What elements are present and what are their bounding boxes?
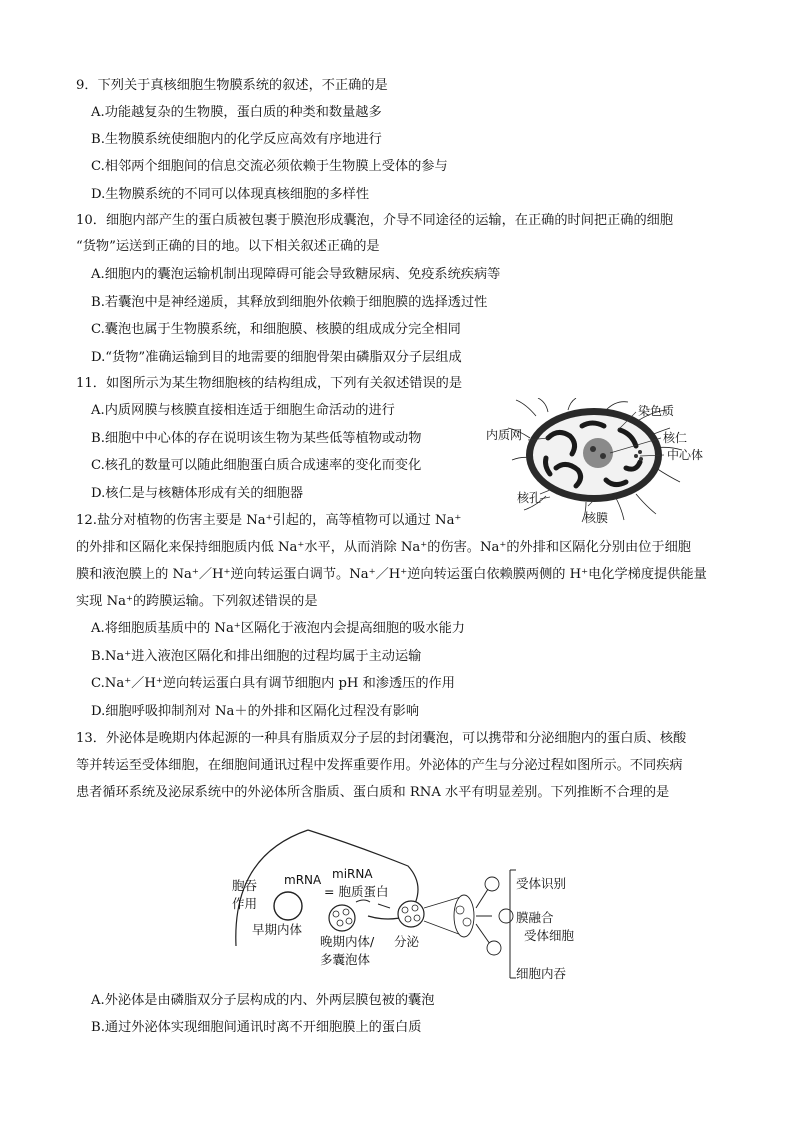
q12-stem-line4: 实现 Na⁺的跨膜运输。下列叙述错误的是 [76, 594, 318, 609]
fig11-label-pore: 核孔 [517, 491, 542, 505]
q11-option-d: D.核仁是与核糖体形成有关的细胞器 [91, 486, 304, 501]
fig13-label-late-endosome-2: 多囊泡体 [320, 952, 371, 967]
fig13-label-cell-endocytosis: 细胞内吞 [516, 966, 567, 981]
fig11-label-centrosome: 中心体 [667, 448, 704, 462]
q11-option-b: B.细胞中中心体的存在说明该生物为某些低等植物或动物 [91, 431, 422, 446]
q9-option-c: C.相邻两个细胞间的信息交流必须依赖于生物膜上受体的参与 [91, 159, 448, 174]
fig11-label-nucleolus: 核仁 [663, 431, 688, 445]
fig13-label-endocytosis-1: 胞吞 [232, 878, 258, 893]
q9-option-b: B.生物膜系统使细胞内的化学反应高效有序地进行 [91, 132, 382, 147]
q13-stem-line1: 13．外泌体是晚期内体起源的一种具有脂质双分子层的封闭囊泡，可以携带和分泌细胞内的蛋白质、核酸 [76, 731, 687, 746]
q12-stem-line2: 的外排和区隔化来保持细胞质内低 Na⁺水平，从而消除 Na⁺的伤害。Na⁺的外排和区隔化分别由位于细胞 [76, 540, 691, 555]
exosome-diagram [228, 826, 598, 986]
fig13-label-receptor-recognition: 受体识别 [516, 876, 567, 891]
q10-stem-line2: “货物”运送到正确的目的地。以下相关叙述正确的是 [76, 239, 380, 254]
q13-stem-line2: 等并转运至受体细胞，在细胞间通讯过程中发挥重要作用。外泌体的产生与分泌过程如图所示。不同疾病 [76, 758, 683, 773]
q9-stem: 9．下列关于真核细胞生物膜系统的叙述，不正确的是 [76, 78, 388, 93]
q10-option-c: C.囊泡也属于生物膜系统，和细胞膜、核膜的组成成分完全相同 [91, 322, 461, 337]
fig13-label-late-endosome-1: 晚期内体/ [320, 934, 375, 949]
q11-option-a: A.内质网膜与核膜直接相连适于细胞生命活动的进行 [91, 403, 395, 418]
q11-stem: 11．如图所示为某生物细胞核的结构组成，下列有关叙述错误的是 [76, 376, 463, 391]
fig13-label-mirna: miRNA [332, 867, 373, 881]
fig13-label-mrna: mRNA [284, 873, 322, 887]
fig13-label-cytoplasmic-protein: = 胞质蛋白 [324, 884, 389, 899]
fig11-label-er: 内质网 [486, 428, 523, 442]
q12-stem-line3: 膜和液泡膜上的 Na⁺／H⁺逆向转运蛋白调节。Na⁺／H⁺逆向转运蛋白依赖膜两侧的 H⁺电化学梯度提供能量 [76, 567, 707, 582]
q12-option-c: C.Na⁺／H⁺逆向转运蛋白具有调节细胞内 pH 和渗透压的作用 [91, 676, 455, 691]
q12-option-a: A.将细胞质基质中的 Na⁺区隔化于液泡内会提高细胞的吸水能力 [91, 621, 465, 636]
fig11-label-chromatin: 染色质 [638, 404, 675, 418]
fig13-label-early-endosome: 早期内体 [252, 922, 303, 937]
fig13-label-endocytosis-2: 作用 [232, 896, 258, 911]
q10-stem-line1: 10．细胞内部产生的蛋白质被包裹于膜泡形成囊泡，介导不同途径的运输，在正确的时间把正确的细胞 [76, 213, 674, 228]
q12-option-b: B.Na⁺进入液泡区隔化和排出细胞的过程均属于主动运输 [91, 649, 422, 664]
q9-option-d: D.生物膜系统的不同可以体现真核细胞的多样性 [91, 187, 370, 202]
nucleus-diagram [486, 398, 726, 526]
q13-option-b: B.通过外泌体实现细胞间通讯时离不开细胞膜上的蛋白质 [91, 1020, 422, 1035]
fig13-label-recipient-cell: 受体细胞 [524, 928, 575, 943]
q11-option-c: C.核孔的数量可以随此细胞蛋白质合成速率的变化而变化 [91, 458, 422, 473]
q9-option-a: A.功能越复杂的生物膜，蛋白质的种类和数量越多 [91, 105, 382, 120]
fig13-label-secretion: 分泌 [394, 934, 420, 949]
q10-option-d: D.“货物”准确运输到目的地需要的细胞骨架由磷脂双分子层组成 [91, 350, 462, 365]
fig11-label-envelope: 核膜 [584, 511, 609, 525]
q10-option-a: A.细胞内的囊泡运输机制出现障碍可能会导致糖尿病、免疫系统疾病等 [91, 267, 501, 282]
q13-stem-line3: 患者循环系统及泌尿系统中的外泌体所含脂质、蛋白质和 RNA 水平有明显差别。下列推断不合理的是 [76, 785, 670, 800]
fig13-label-membrane-fusion: 膜融合 [516, 910, 554, 925]
q12-option-d: D.细胞呼吸抑制剂对 Na＋的外排和区隔化过程没有影响 [91, 704, 420, 719]
q13-option-a: A.外泌体是由磷脂双分子层构成的内、外两层膜包被的囊泡 [91, 993, 435, 1008]
q10-option-b: B.若囊泡中是神经递质，其释放到细胞外依赖于细胞膜的选择透过性 [91, 295, 488, 310]
q12-stem-line1: 12.盐分对植物的伤害主要是 Na⁺引起的，高等植物可以通过 Na⁺ [76, 513, 462, 528]
